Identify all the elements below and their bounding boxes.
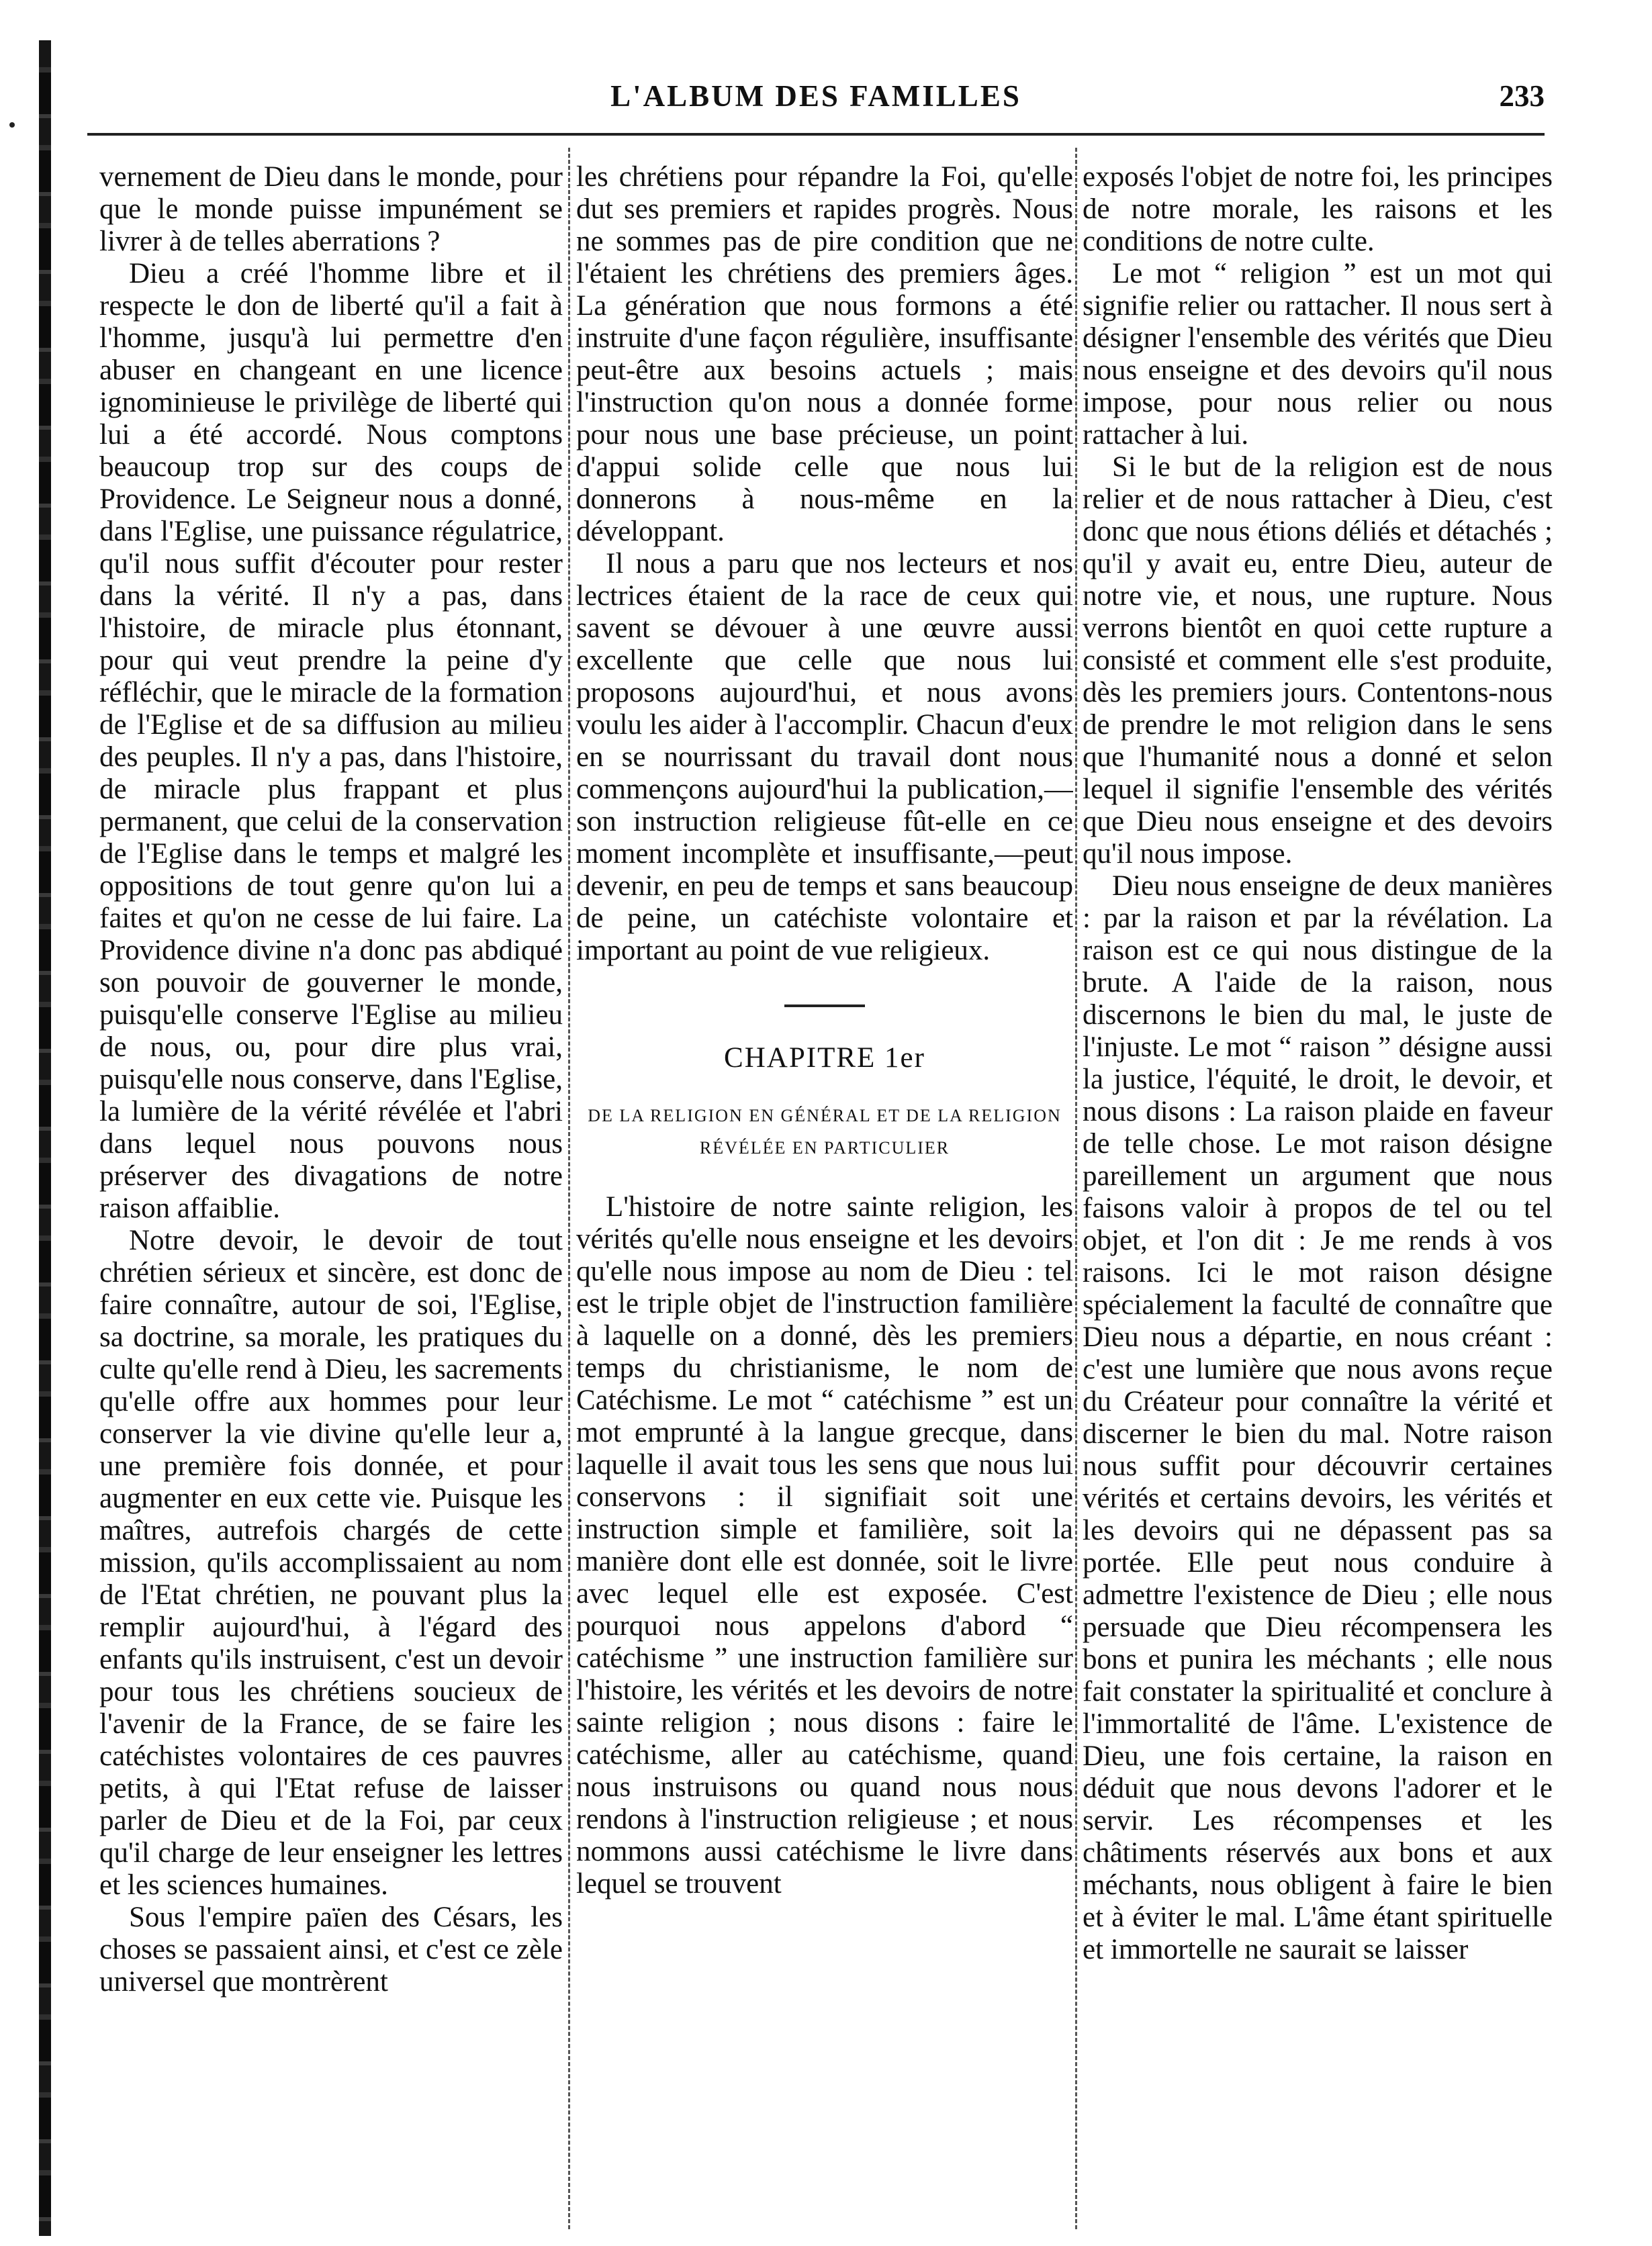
column-divider xyxy=(1075,148,1077,2229)
column-divider xyxy=(568,148,570,2229)
page-header xyxy=(87,71,1545,124)
section-separator xyxy=(784,1004,865,1007)
text-column-2 xyxy=(576,161,1073,2229)
paragraph: Notre devoir, le devoir de tout chrétien sérieux et sincère, est donc de faire connaître, autour de soi, l'Eglise, sa doctrine, sa morale, les pratiques du culte qu'elle rend à Dieu, les sacrements qu'elle offre aux hommes pour leur conserver la vie divine qu'elle leur a, une première fois donnée, et pour augmenter en eux cette vie. Puisque les maîtres, autrefois chargés de cette mission, qu'ils accomplissaient au nom de l'Etat chrétien, ne pouvant plus la remplir aujourd'hui, à l'égard des enfants qu'ils instruisent, c'est un devoir pour tous les chrétiens soucieux de l'avenir de la France, de se faire les catéchistes volontaires de ces pauvres petits, à qui l'Etat refuse de laisser parler de Dieu et de la Foi, par ceux qu'il charge de leur enseigner les lettres et les sciences humaines. xyxy=(99,1225,563,1901)
paragraph: vernement de Dieu dans le monde, pour que le monde puisse impunément se livrer à de telles aberrations ? xyxy=(99,161,563,257)
chapter-title: CHAPITRE 1er xyxy=(724,1042,925,1074)
text-column-1 xyxy=(99,161,563,2229)
paragraph: exposés l'objet de notre foi, les principes de notre morale, les raisons et les conditions de notre culte. xyxy=(1083,161,1553,257)
page-binding-edge xyxy=(39,40,51,2236)
running-title: L'ALBUM DES FAMILLES xyxy=(610,79,1021,113)
paragraph: Dieu nous enseigne de deux manières : par la raison et par la révélation. La raison est ce qui nous distingue de la brute. A l'aide de la raison, nous discernons le bien du mal, le juste de l'injuste. Le mot “ raison ” désigne aussi la justice, l'équité, le droit, le devoir, et nous disons : La raison plaide en faveur de telle chose. Le mot raison désigne pareillement un argument que nous faisons valoir à propos de tel ou tel objet, et l'on dit : Je me rends à vos raisons. Ici le mot raison désigne spécialement la faculté de connaître que Dieu nous a départie, en nous créant : c'est une lumière que nous avons reçue du Créateur pour connaître la vérité et discerner le bien du mal. Notre raison nous suffit pour découvrir certaines vérités et certains devoirs, les vérités et les devoirs qui ne dépassent pas sa portée. Elle peut nous conduire à admettre l'existence de Dieu ; elle nous persuade que Dieu récompensera les bons et punira les méchants ; elle nous fait constater la spiritualité et conclure à l'immortalité de l'âme. L'existence de Dieu, une fois certaine, la raison en déduit que nous devons l'adorer et le servir. Les récompenses et les châtiments réservés aux bons et aux méchants, nous obligent à faire le bien et à éviter le mal. L'âme étant spirituelle et immortelle ne saurait se laisser xyxy=(1083,870,1553,1965)
page-number: 233 xyxy=(1499,79,1545,113)
chapter-subtitle: DE LA RELIGION EN GÉNÉRAL ET DE LA RELIGION RÉVÉLÉE EN PARTICULIER xyxy=(588,1106,1062,1158)
text-column-3 xyxy=(1083,161,1553,2229)
header-rule xyxy=(87,133,1545,136)
paragraph: Le mot “ religion ” est un mot qui signifie relier ou rattacher. Il nous sert à désigner l'ensemble des vérités que Dieu nous enseigne et des devoirs qu'il nous impose, pour nous relier ou nous rattacher à lui. xyxy=(1083,258,1553,451)
paragraph: Dieu a créé l'homme libre et il respecte le don de liberté qu'il a fait à l'homme, jusqu'à lui permettre d'en abuser en changeant en une licence ignominieuse le privilège de liberté qui lui a été accordé. Nous comptons beaucoup trop sur des coups de Providence. Le Seigneur nous a donné, dans l'Eglise, une puissance régulatrice, qu'il nous suffit d'écouter pour rester dans la vérité. Il n'y a pas, dans l'histoire, de miracle plus étonnant, pour qui veut prendre la peine d'y réfléchir, que le miracle de la formation de l'Eglise et de sa diffusion au milieu des peuples. Il n'y a pas, dans l'histoire, de miracle plus frappant et plus permanent, que celui de la conservation de l'Eglise dans le temps et malgré les oppositions de tout genre qu'on lui a faites et qu'on ne cesse de lui faire. La Providence divine n'a donc pas abdiqué son pouvoir de gouverner le monde, puisqu'elle conserve l'Eglise au milieu de nous, ou, pour dire plus vrai, puisqu'elle nous conserve, dans l'Eglise, la lumière de la vérité révélée et l'abri dans lequel nous pouvons nous préserver des divagations de notre raison affaiblie. xyxy=(99,258,563,1224)
paragraph: Il nous a paru que nos lecteurs et nos lectrices étaient de la race de ceux qui savent se dévouer à une œuvre aussi excellente que celle que nous lui proposons aujourd'hui, et nous avons voulu les aider à l'accomplir. Chacun d'eux en se nourrissant du travail dont nous commençons aujourd'hui la publication,—son instruction religieuse fût-elle en ce moment incomplète et insuffisante,—peut devenir, en peu de temps et sans beaucoup de peine, un catéchiste volontaire et important au point de vue religieux. xyxy=(576,548,1073,966)
paragraph: les chrétiens pour répandre la Foi, qu'elle dut ses premiers et rapides progrès. Nous ne sommes pas de pire condition que ne l'étaient les chrétiens des premiers âges. La génération que nous formons a été instruite d'une façon régulière, insuffisante peut-être aux besoins actuels ; mais l'instruction qu'on nous a donnée forme pour nous une base précieuse, un point d'appui solide celle que nous lui donnerons à nous-même en la développant. xyxy=(576,161,1073,547)
paragraph: L'histoire de notre sainte religion, les vérités qu'elle nous enseigne et les devoirs qu'elle nous impose au nom de Dieu : tel est le triple objet de l'instruction familière à laquelle on a donné, dès les premiers temps du christianisme, le nom de Catéchisme. Le mot “ catéchisme ” est un mot emprunté à la langue grecque, dans laquelle il avait tous les sens que nous lui conservons : il signifiait soit une instruction simple et familière, soit la manière dont elle est donnée, soit le livre avec lequel elle est exposée. C'est pourquoi nous appelons d'abord “ catéchisme ” une instruction familière sur l'histoire, les vérités et les devoirs de notre sainte religion ; nous disons : faire le catéchisme, aller au catéchisme, quand nous instruisons ou quand nous nous rendons à l'instruction religieuse ; et nous nommons aussi catéchisme le livre dans lequel se trouvent xyxy=(576,1191,1073,1900)
paragraph: Sous l'empire païen des Césars, les choses se passaient ainsi, et c'est ce zèle universel que montrèrent xyxy=(99,1902,563,1998)
paragraph: Si le but de la religion est de nous relier et de nous rattacher à Dieu, c'est donc que nous étions déliés et détachés ; qu'il y avait eu, entre Dieu, auteur de notre vie, et nous, une rupture. Nous verrons bientôt en quoi cette rupture a consisté et comment elle s'est produite, dès les premiers jours. Contentons-nous de prendre le mot religion dans le sens que l'humanité nous a donné et selon lequel il signifie l'ensemble des vérités que Dieu nous enseigne et des devoirs qu'il nous impose. xyxy=(1083,451,1553,870)
margin-speck xyxy=(9,122,15,128)
